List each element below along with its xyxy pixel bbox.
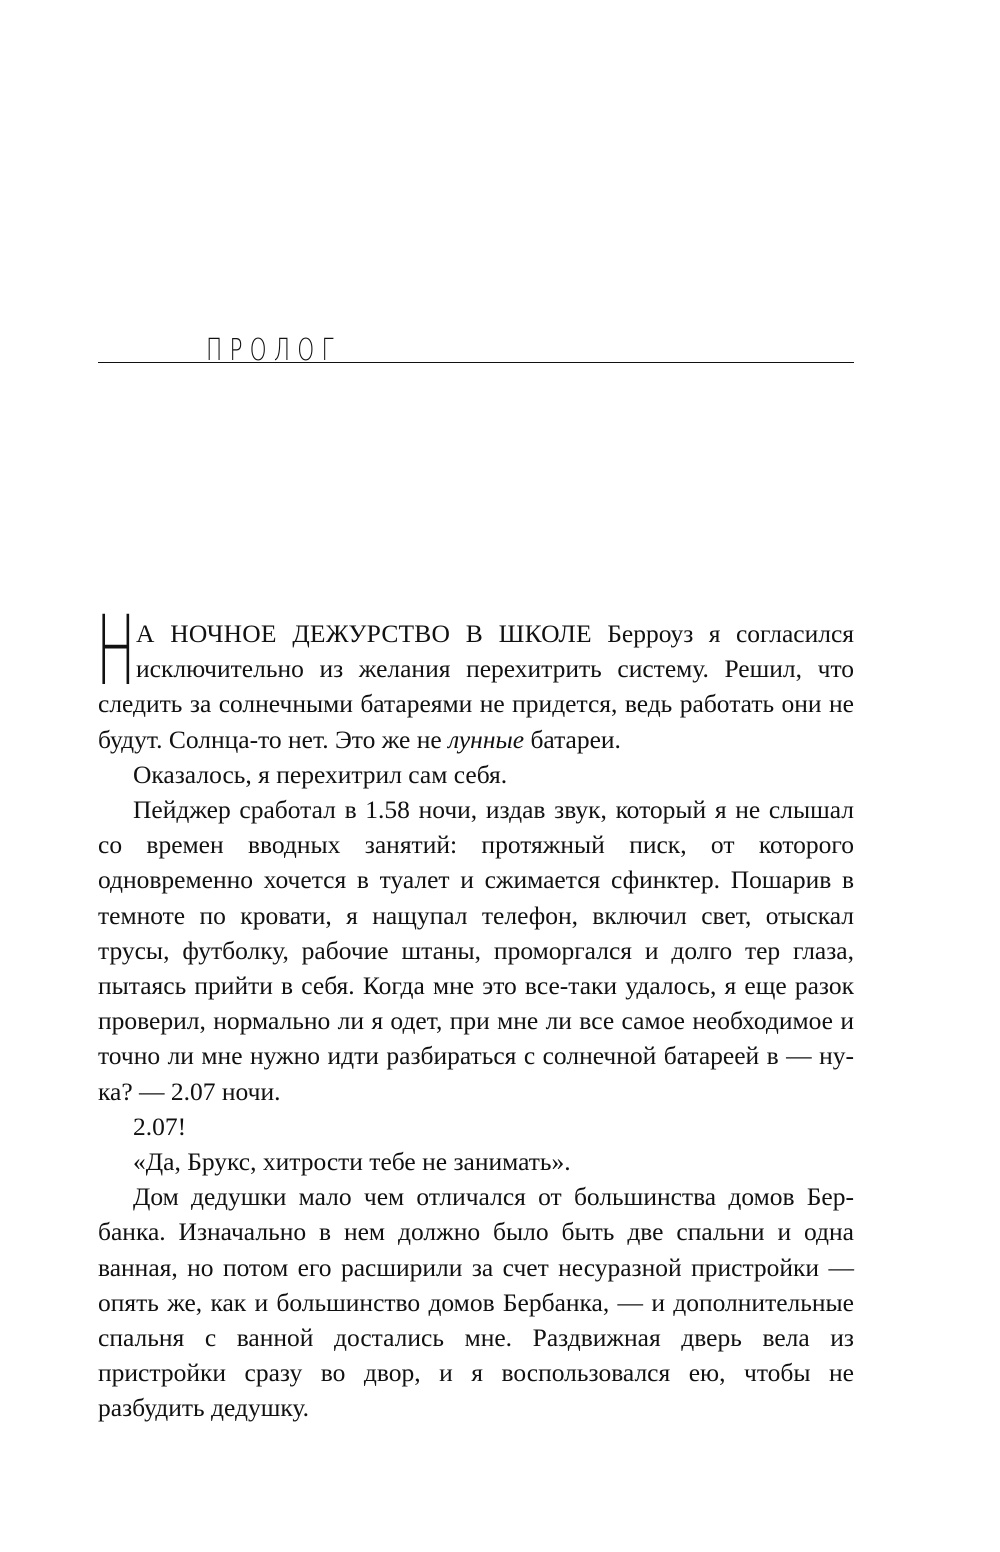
paragraph-1-italic: лунные xyxy=(448,724,525,754)
chapter-body xyxy=(96,595,854,1426)
paragraph-1-text-a: Берроуз я согласился исключительно из желания перехитрить систему. Решил, что следить за солнечными батареями не придется, ведь работать они не будут. Солнца-то нет. Это же не xyxy=(98,619,854,754)
paragraph-6: Дом дедушки мало чем отличался от большинства домов Бербанка. Изначально в нем должно было быть две спальни и одна ванная, но потом его расширили за счет несуразной пристройки — опять же, как и большинство домов Бербанка, — и дополнительные спальня с ванной достались мне. Раздвижная дверь вела из пристройки сразу во двор, и я воспользовался ею, чтобы не разбудить дедушку. xyxy=(98,1182,854,1423)
paragraph-3: Пейджер сработал в 1.58 ночи, издав звук, который я не слышал со времен вводных занятий: протяжный писк, от которого одновременно хочется в туалет и сжимается сфинктер. Пошарив в темноте по кровати, я нащупал телефон, включил свет, отыскал трусы, футболку, рабочие штаны, проморгался и долго тер глаза, пытаясь прийти в себя. Когда мне это все-таки удалось, я еще разок проверил, нормально ли я одет, при мне ли все самое необходимое и точно ли мне нужно идти разбираться с солнечной батареей в — ну-ка? — 2.07 ночи. xyxy=(98,795,854,1106)
opening-caps: А НОЧНОЕ ДЕЖУРСТВО В ШКОЛЕ xyxy=(136,619,592,648)
chapter-title: ПРОЛОГ xyxy=(206,333,341,368)
paragraph-1 xyxy=(96,595,854,757)
drop-cap: Н xyxy=(96,595,136,707)
paragraph-2: Оказалось, я перехитрил сам себя. xyxy=(133,759,508,789)
paragraph-4: 2.07! xyxy=(133,1111,187,1141)
paragraph-5: «Да, Брукс, хитрости тебе не занимать». xyxy=(133,1147,571,1177)
chapter-title-rule xyxy=(98,362,854,363)
paragraph-1-text-b: батареи. xyxy=(524,724,621,754)
